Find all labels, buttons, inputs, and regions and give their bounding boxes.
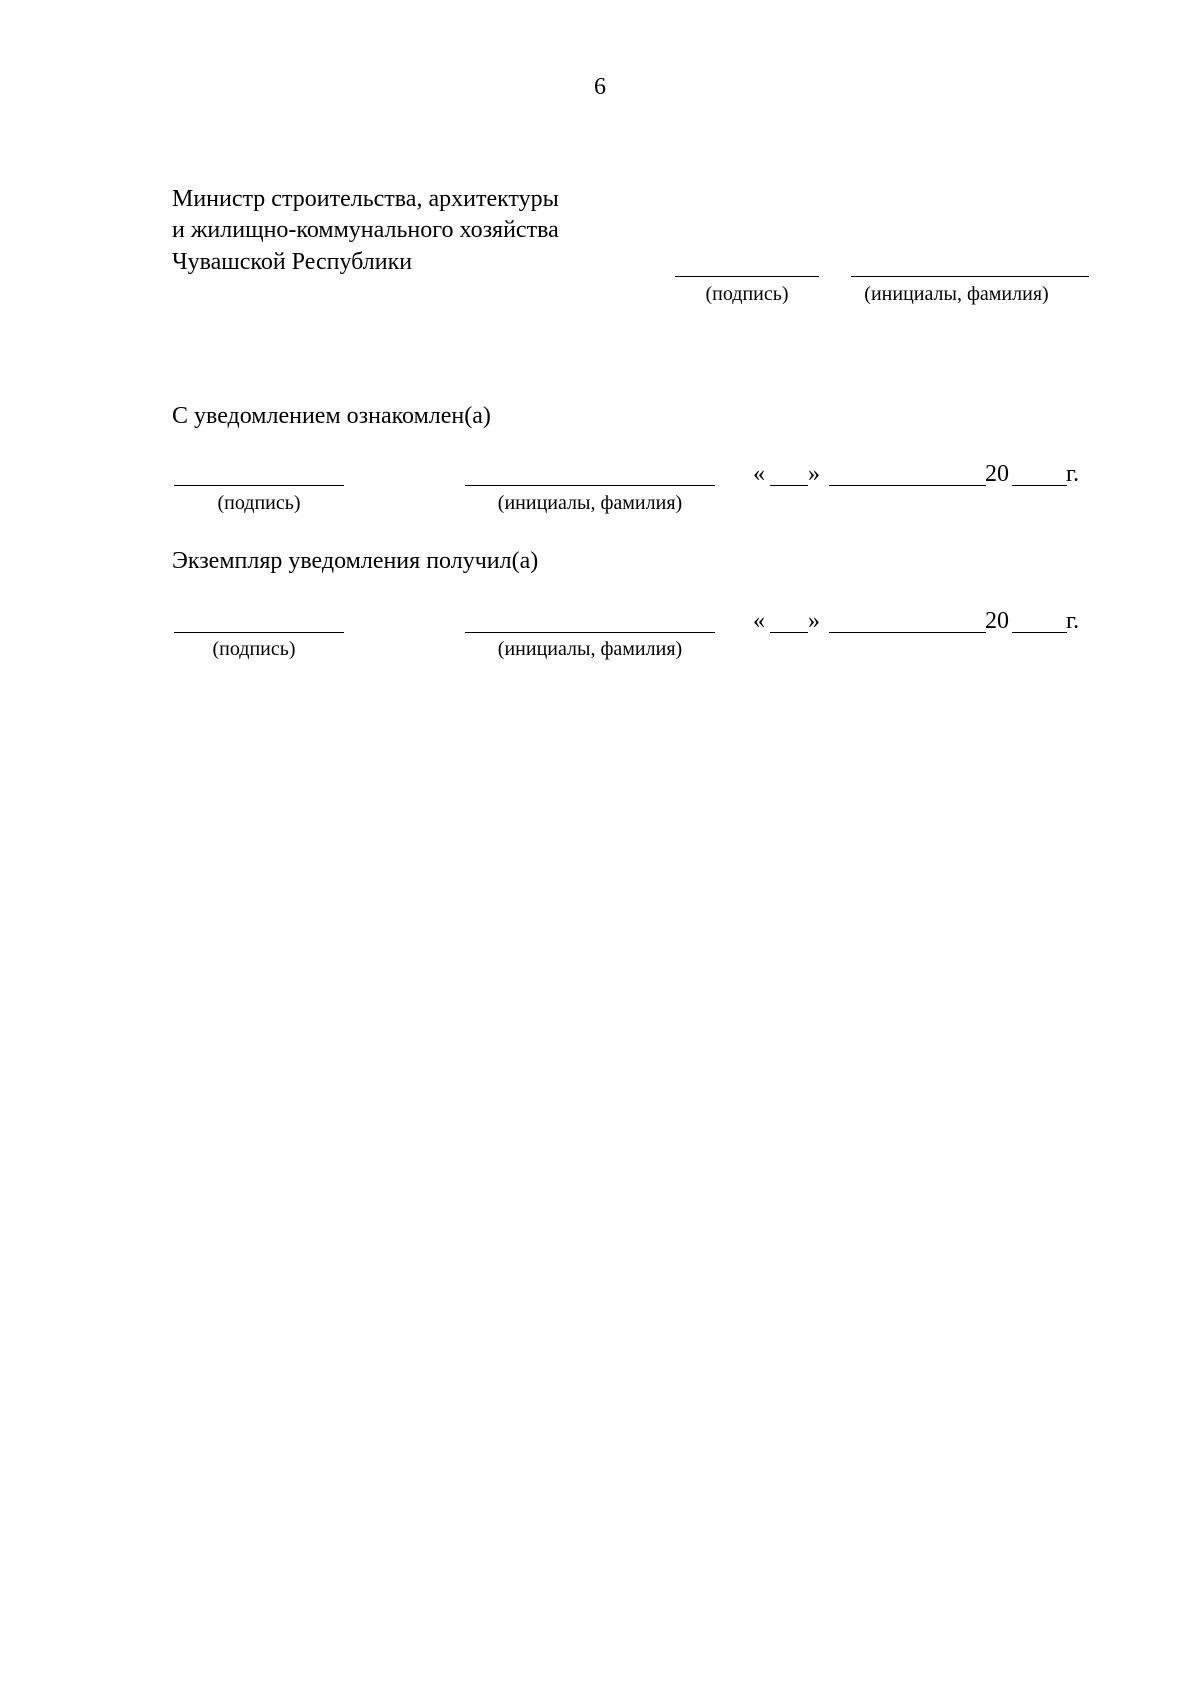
minister-name-line <box>851 276 1089 277</box>
minister-name-caption: (инициалы, фамилия) <box>864 283 1049 305</box>
date-year-line <box>1012 632 1067 633</box>
minister-signature-line <box>675 276 819 277</box>
acknowledged-signature-caption: (подпись) <box>217 492 301 514</box>
date-close-quote: » <box>808 461 820 487</box>
date-year-line <box>1012 485 1067 486</box>
received-signature-line <box>174 632 344 633</box>
minister-signature-caption: (подпись) <box>705 283 789 305</box>
minister-title-line-3: Чувашской Республики <box>172 249 413 275</box>
received-signature-caption: (подпись) <box>212 638 296 660</box>
acknowledged-signature-line <box>174 485 344 486</box>
received-name-line <box>465 632 715 633</box>
acknowledged-name-caption: (инициалы, фамилия) <box>497 492 683 514</box>
received-name-caption: (инициалы, фамилия) <box>497 638 683 660</box>
date-year-suffix: г. <box>1066 608 1080 634</box>
date-month-line <box>829 485 986 486</box>
date-year-prefix: 20 <box>985 608 1009 634</box>
date-open-quote: « <box>753 461 765 487</box>
minister-title-line-2: и жилищно-коммунального хозяйства <box>172 217 559 243</box>
date-month-line <box>829 632 986 633</box>
acknowledged-name-line <box>465 485 715 486</box>
acknowledged-heading: С уведомлением ознакомлен(а) <box>172 403 491 429</box>
page-number: 6 <box>594 74 606 100</box>
minister-title-line-1: Министр строительства, архитектуры <box>172 186 559 212</box>
date-open-quote: « <box>753 608 765 634</box>
date-year-suffix: г. <box>1066 461 1080 487</box>
date-year-prefix: 20 <box>985 461 1009 487</box>
date-day-line <box>770 632 808 633</box>
date-day-line <box>770 485 808 486</box>
date-close-quote: » <box>808 608 820 634</box>
received-heading: Экземпляр уведомления получил(а) <box>172 548 539 574</box>
